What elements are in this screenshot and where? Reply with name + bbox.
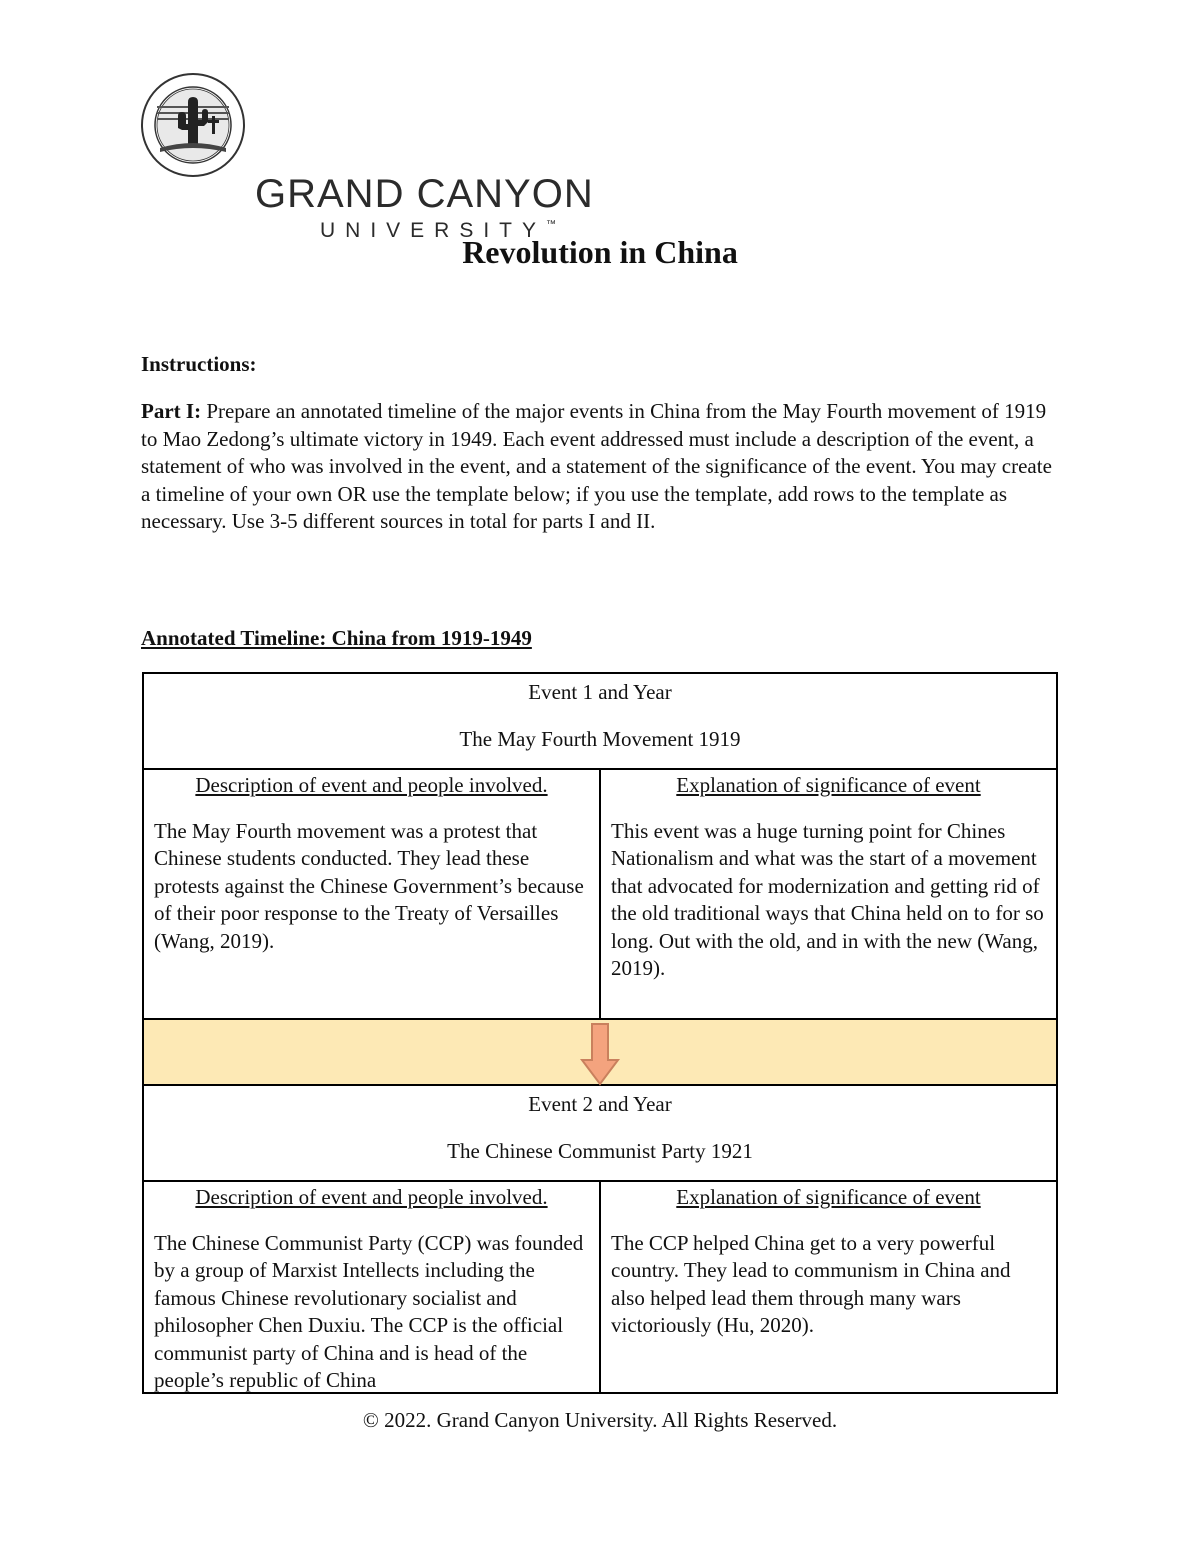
event-detail-row xyxy=(144,1182,1056,1392)
event-significance-cell xyxy=(599,1182,1056,1392)
instructions-heading: Instructions: xyxy=(141,352,257,376)
event-label: Event 1 and Year xyxy=(528,680,672,704)
significance-text: This event was a huge turning point for Chines Nationalism and what was the start of a movement that advocated for modernization and getting rid of the old traditional ways that China held on to for so long. Out with the old, and in with the new (Wang, 2019). xyxy=(611,818,1044,980)
event-name: The Chinese Communist Party 1921 xyxy=(447,1139,753,1163)
event-description-cell xyxy=(144,770,599,1018)
trademark-mark: ™ xyxy=(546,219,557,230)
description-text: The May Fourth movement was a protest that Chinese students conducted. They lead these protests against the Chinese Government’s because of their poor response to the Treaty of Versailles (Wang, 2019). xyxy=(154,818,584,953)
event-header xyxy=(144,1086,1056,1182)
university-name: GRAND CANYON xyxy=(255,172,594,216)
part-label: Part I: xyxy=(141,399,202,423)
significance-header: Explanation of significance of event xyxy=(676,1185,981,1209)
event-label: Event 2 and Year xyxy=(528,1092,672,1116)
timeline-connector xyxy=(144,1020,1056,1086)
event-detail-row xyxy=(144,770,1056,1020)
instructions-text xyxy=(141,398,1061,536)
description-header: Description of event and people involved. xyxy=(195,1185,548,1209)
event-description-cell xyxy=(144,1182,599,1392)
description-header: Description of event and people involved. xyxy=(195,773,548,797)
copyright-footer: © 2022. Grand Canyon University. All Rights Reserved. xyxy=(362,1408,838,1432)
timeline-heading: Annotated Timeline: China from 1919-1949 xyxy=(141,626,532,650)
university-subname: UNIVERSITY™ xyxy=(320,219,557,242)
page-title: Revolution in China xyxy=(462,234,738,270)
significance-text: The CCP helped China get to a very powerful country. They lead to communism in China and also helped lead them through many wars victoriously (Hu, 2020). xyxy=(611,1230,1011,1337)
event-significance-cell xyxy=(599,770,1056,1018)
event-name: The May Fourth Movement 1919 xyxy=(459,727,741,751)
down-arrow-icon xyxy=(580,1022,620,1086)
description-text: The Chinese Communist Party (CCP) was founded by a group of Marxist Intellects including the famous Chinese revolutionary socialist and philosopher Chen Duxiu. The CCP is the official communist party of China and is head of the people’s republic of China xyxy=(154,1230,584,1392)
significance-header: Explanation of significance of event xyxy=(676,773,981,797)
event-header xyxy=(144,674,1056,770)
university-seal-icon xyxy=(140,72,246,178)
part-text: Prepare an annotated timeline of the major events in China from the May Fourth movement of 1919 to Mao Zedong’s ultimate victory in 1949. Each event addressed must include a description of the event, a statement of who was involved in the event, and a statement of the significance of the event. You may create a timeline of your own OR use the template below; if you use the template, add rows to the template as necessary. Use 3-5 different sources in total for parts I and II. xyxy=(141,399,1052,533)
timeline-table xyxy=(142,672,1058,1394)
university-logo xyxy=(140,72,620,242)
